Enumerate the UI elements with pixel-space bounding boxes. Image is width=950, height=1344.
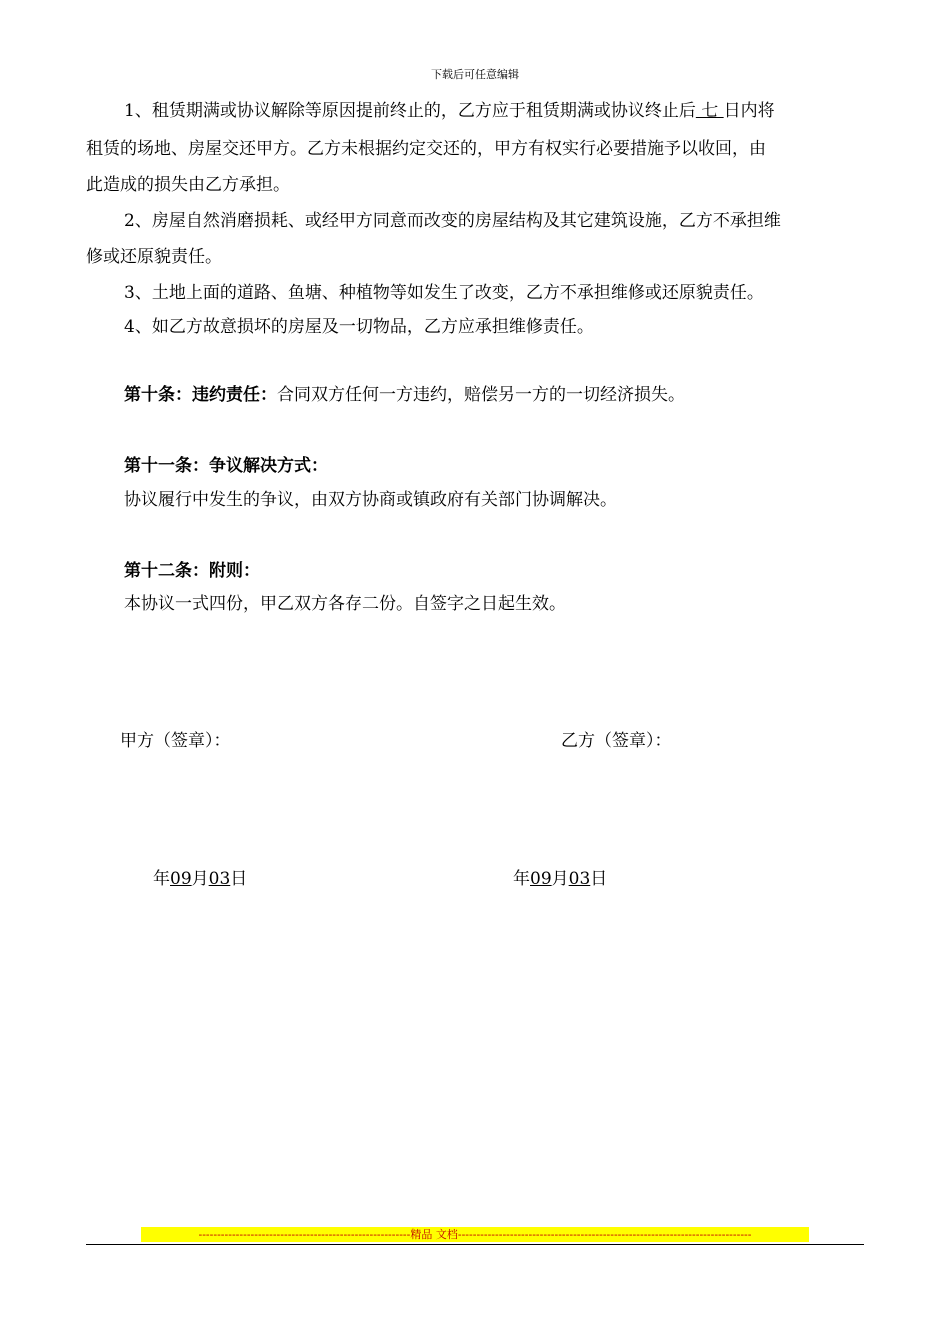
date-day-label: 日 <box>590 869 608 889</box>
party-a-date <box>153 869 247 889</box>
clause-1-line-1 <box>124 101 775 121</box>
party-b-date <box>513 869 607 889</box>
date-day: 03 <box>568 869 591 889</box>
date-day-label: 日 <box>230 869 248 889</box>
clause-1-line-3: 此造成的损失由乙方承担。 <box>86 175 290 195</box>
footer-divider <box>86 1244 864 1245</box>
date-year-label: 年 <box>153 869 170 889</box>
date-day: 03 <box>208 869 231 889</box>
clause-1-text: 1、租赁期满或协议解除等原因提前终止的，乙方应于租赁期满或协议终止后 <box>124 101 696 121</box>
clause-1-line-2: 租赁的场地、房屋交还甲方。乙方未根据约定交还的，甲方有权实行必要措施予以收回，由 <box>86 139 766 159</box>
article-10-text: 合同双方任何一方违约，赔偿另一方的一切经济损失。 <box>277 385 685 405</box>
clause-4: 4、如乙方故意损坏的房屋及一切物品，乙方应承担维修责任。 <box>124 317 594 337</box>
date-month: 09 <box>530 869 552 889</box>
footer-text: 精品 文档 <box>410 1228 458 1241</box>
date-month-label: 月 <box>191 869 209 889</box>
date-year-label: 年 <box>513 869 530 889</box>
footer-left-dashes: --------------------------------------------------------- <box>198 1228 411 1241</box>
clause-3: 3、土地上面的道路、鱼塘、种植物等如发生了改变，乙方不承担维修或还原貌责任。 <box>124 283 764 303</box>
page-header: 下载后可任意编辑 <box>431 68 519 81</box>
date-month: 09 <box>170 869 192 889</box>
article-12-heading: 第十二条：附则： <box>124 561 260 581</box>
clause-2-line-1: 2、房屋自然消磨损耗、或经甲方同意而改变的房屋结构及其它建筑设施，乙方不承担维 <box>124 211 781 231</box>
article-11-heading: 第十一条：争议解决方式： <box>124 456 328 476</box>
article-11-text: 协议履行中发生的争议，由双方协商或镇政府有关部门协调解决。 <box>124 490 617 510</box>
article-10-heading: 第十条：违约责任： <box>124 385 277 405</box>
party-b-signature-label: 乙方（签章）： <box>561 731 672 751</box>
clause-1-text-suffix: 日内将 <box>723 101 775 121</box>
footer-banner <box>141 1227 809 1242</box>
clause-2-line-2: 修或还原貌责任。 <box>86 247 222 267</box>
clause-1-blank-days: 七 <box>695 101 724 121</box>
article-12-text: 本协议一式四份，甲乙双方各存二份。自签字之日起生效。 <box>124 594 566 614</box>
footer-right-dashes: ------------------------------------------------------------------------------- <box>457 1228 752 1241</box>
party-a-signature-label: 甲方（签章）： <box>120 731 231 751</box>
date-month-label: 月 <box>551 869 569 889</box>
article-10 <box>124 385 685 405</box>
